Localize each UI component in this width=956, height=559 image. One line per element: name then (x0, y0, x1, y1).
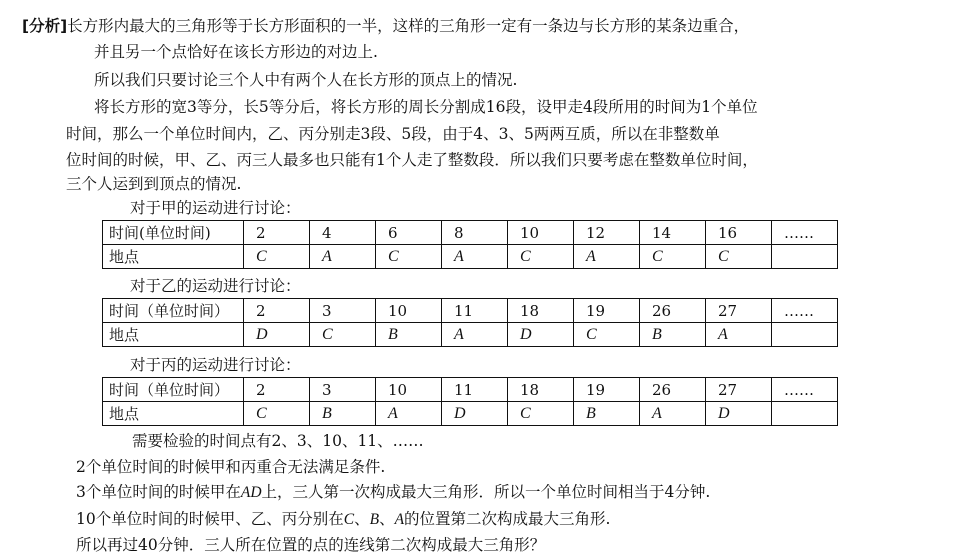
conclusion-line3-a: 10个单位时间的时候甲、乙、丙分别在 (76, 510, 344, 528)
separator: 、 (354, 510, 370, 528)
time-cell: 6 (376, 221, 442, 245)
conclusion-line3 (76, 509, 610, 530)
place-cell: C (310, 323, 376, 347)
table-row-time (103, 299, 838, 323)
time-cell: 4 (310, 221, 376, 245)
conclusion-line2-a: 3个单位时间的时候甲在 (76, 483, 241, 501)
table-row-place (103, 323, 838, 347)
place-cell: C (244, 402, 310, 426)
row-head-time: 时间(单位时间) (103, 221, 244, 245)
place-cell: A (640, 402, 706, 426)
time-cell: 27 (706, 378, 772, 402)
time-cell: 11 (442, 378, 508, 402)
place-cell: D (244, 323, 310, 347)
point-b: B (369, 511, 380, 528)
place-cell: A (442, 245, 508, 269)
place-cell: B (310, 402, 376, 426)
time-cell: 8 (442, 221, 508, 245)
time-cell: 26 (640, 378, 706, 402)
time-cell: 18 (508, 299, 574, 323)
place-cell-empty (772, 402, 838, 426)
table-row-time (103, 378, 838, 402)
para3-line2: 时间，那么一个单位时间内，乙、丙分别走3段、5段，由于4、3、5两两互质，所以在非整数单 (66, 125, 720, 143)
time-cell-ellipsis: …… (772, 378, 838, 402)
table-caption-yi: 对于乙的运动进行讨论： (130, 277, 301, 295)
time-cell: 14 (640, 221, 706, 245)
conclusion-line1: 2个单位时间的时候甲和丙重合无法满足条件. (76, 458, 386, 476)
row-head-place: 地点 (103, 402, 244, 426)
time-cell: 19 (574, 378, 640, 402)
para3-line4: 三个人运到到顶点的情况. (66, 175, 242, 193)
separator: 、 (379, 510, 395, 528)
place-cell: C (244, 245, 310, 269)
time-cell: 11 (442, 299, 508, 323)
para2: 所以我们只要讨论三个人中有两个人在长方形的顶点上的情况. (94, 71, 518, 89)
place-cell: A (706, 323, 772, 347)
time-cell: 26 (640, 299, 706, 323)
table-row-time (103, 221, 838, 245)
place-cell: A (376, 402, 442, 426)
time-cell: 10 (376, 299, 442, 323)
conclusion-line3-b: 的位置第二次构成最大三角形. (404, 510, 611, 528)
time-cell: 16 (706, 221, 772, 245)
place-cell: C (376, 245, 442, 269)
place-cell: C (640, 245, 706, 269)
row-head-time: 时间（单位时间） (103, 378, 244, 402)
time-cell: 18 (508, 378, 574, 402)
conclusion-line4: 所以再过40分钟．三人所在位置的点的连线第二次构成最大三角形？ (76, 536, 546, 554)
row-head-place: 地点 (103, 323, 244, 347)
table-row-place (103, 245, 838, 269)
time-cell: 2 (244, 221, 310, 245)
point-a: A (394, 511, 405, 528)
table-caption-bing: 对于丙的运动进行讨论： (130, 356, 301, 374)
para1-line2: 并且另一个点恰好在该长方形边的对边上. (94, 43, 378, 61)
time-cell: 3 (310, 378, 376, 402)
time-cell: 10 (508, 221, 574, 245)
motion-table-jia (102, 220, 838, 269)
table-row-place (103, 402, 838, 426)
place-cell: C (574, 323, 640, 347)
time-cell: 2 (244, 378, 310, 402)
para3-line3: 位时间的时候，甲、乙、丙三人最多也只能有1个人走了整数段．所以我们只要考虑在整数单位时间， (66, 151, 758, 169)
time-cell: 27 (706, 299, 772, 323)
conclusion-line2 (76, 482, 710, 503)
time-cell: 2 (244, 299, 310, 323)
place-cell: C (508, 402, 574, 426)
time-cell: 12 (574, 221, 640, 245)
para1-line1: 长方形内最大的三角形等于长方形面积的一半，这样的三角形一定有一条边与长方形的某条边重合， (67, 17, 750, 35)
row-head-time: 时间（单位时间） (103, 299, 244, 323)
conclusion-line2-b: 上，三人第一次构成最大三角形．所以一个单位时间相当于4分钟. (261, 483, 711, 501)
motion-table-yi (102, 298, 838, 347)
place-cell: C (706, 245, 772, 269)
place-cell-empty (772, 245, 838, 269)
time-cell-ellipsis: …… (772, 221, 838, 245)
para3-line1: 将长方形的宽3等分，长5等分后，将长方形的周长分割成16段，设甲走4段所用的时间为1个单位 (94, 98, 758, 116)
time-cell: 10 (376, 378, 442, 402)
time-cell-ellipsis: …… (772, 299, 838, 323)
place-cell: B (376, 323, 442, 347)
place-cell: D (706, 402, 772, 426)
time-cell: 19 (574, 299, 640, 323)
place-cell: A (310, 245, 376, 269)
place-cell: A (442, 323, 508, 347)
time-cell: 3 (310, 299, 376, 323)
para1-line1-row (22, 16, 749, 36)
motion-table-bing (102, 377, 838, 426)
place-cell: C (508, 245, 574, 269)
point-c: C (343, 511, 355, 528)
segment-ad: AD (240, 484, 262, 501)
place-cell-empty (772, 323, 838, 347)
place-cell: D (442, 402, 508, 426)
row-head-place: 地点 (103, 245, 244, 269)
check-points: 需要检验的时间点有2、3、10、11、…… (132, 432, 424, 450)
place-cell: A (574, 245, 640, 269)
table-caption-jia: 对于甲的运动进行讨论： (130, 199, 301, 217)
place-cell: B (640, 323, 706, 347)
place-cell: D (508, 323, 574, 347)
analysis-label: [分析] (22, 17, 68, 35)
place-cell: B (574, 402, 640, 426)
